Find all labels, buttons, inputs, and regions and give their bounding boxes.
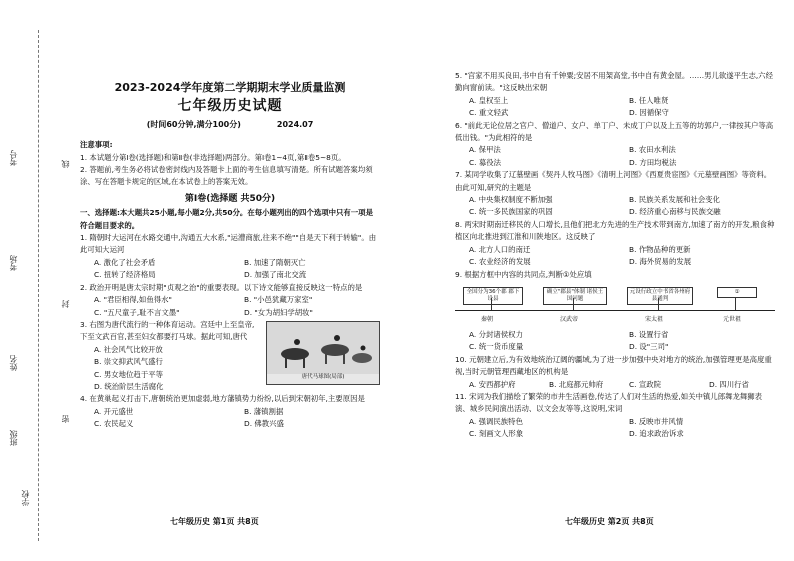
timeline-axis <box>455 310 775 311</box>
option: C. 宣政院 <box>629 379 662 389</box>
question-7: 7. 某同学收集了辽墓壁画《契丹人牧马图》《清明上河图》《西夏贵宦图》《元墓壁画图》等资料。由此可知,研究的主题是 <box>455 170 772 192</box>
option: A. 分封诸侯权力 <box>469 329 523 339</box>
name-label: 姓名 <box>9 355 18 371</box>
timeline-tick <box>573 298 574 310</box>
option: A. 保甲法 <box>469 145 501 155</box>
option: B. 设置行省 <box>629 329 669 339</box>
option: C. 募役法 <box>469 157 502 167</box>
option: C. 扭转了经济格局 <box>94 270 156 280</box>
option: D. 因循保守 <box>629 108 669 118</box>
question-5: 5. "宫家不用买良田,书中自有千钟粟;安居不用架高堂,书中自有黄金屋。……男儿欲遂平生志,六经勤向窗前读。"这反映出宋朝 <box>455 71 773 93</box>
option: D. "女为胡妇学胡妆" <box>244 307 313 317</box>
option: B. 任人唯贤 <box>629 95 669 105</box>
option: B. 北庭都元帅府 <box>549 379 604 389</box>
option: D. 方田均税法 <box>629 157 677 167</box>
timeline-tick <box>735 298 736 310</box>
option: D. 佛教兴盛 <box>244 419 284 429</box>
timeline-label: 汉武帝 <box>560 315 579 323</box>
timeline-box-2: 确立"郡县"体制 诸侯王国问题 <box>543 287 607 305</box>
page-1 <box>80 0 380 561</box>
timeline-box-4: ① <box>717 287 757 298</box>
exam-number-label: 考号 <box>9 150 18 166</box>
horse-riders-image <box>267 322 379 374</box>
question-4: 4. 在黄巢起义打击下,唐朝统治更加虚弱,地方藩镇势力纷纷,以后到宋朝初年,主要原因是 <box>80 394 365 404</box>
question-10-options <box>455 379 775 391</box>
question-8-options <box>455 244 775 269</box>
option: B. 藩镇割据 <box>244 406 284 416</box>
question-9-timeline <box>455 284 775 326</box>
binding-line <box>38 30 39 541</box>
question-4-options <box>80 406 380 431</box>
question-11: 11. 宋词为我们描绘了繁荣的市井生活画卷,传达了人们对生活的热爱,如关中镇儿郎舞龙舞狮表演、城乡民间演出活动、以文会友等等,这说明,宋词 <box>455 391 763 414</box>
subject-title: 七年级历史试题 <box>177 98 283 115</box>
question-1: 1. 隋朝时大运河在水路交通中,沟通五大水系,"运漕商旅,往来不绝""自是天下利于转输"。由此可知大运河 <box>80 233 377 255</box>
seal-mark-3: 密 <box>61 415 70 423</box>
option: C. 男女地位趋于平等 <box>94 369 163 379</box>
timeline-box-1: 全国分为36个郡 郡下设县 <box>463 287 523 305</box>
exam-date: 2024.07 <box>276 119 314 129</box>
option: C. 统一货币度量 <box>469 342 524 352</box>
question-3: 3. 右图为唐代流行的一种体育运动。宫廷中上至皇帝,下至文武百官,甚至妇女都要打马球。据此可知,唐代 <box>80 319 255 342</box>
option: C. 重文轻武 <box>469 108 509 118</box>
page-2 <box>455 70 775 561</box>
page-1-footer: 七年级历史 第1页 共8页 <box>170 517 259 526</box>
option: D. 加强了南北交流 <box>244 270 307 280</box>
timeline-label: 宋太祖 <box>645 315 664 323</box>
timeline-label: 秦朝 <box>481 315 494 323</box>
option: B. 反映市井风情 <box>629 416 684 426</box>
option: C. 刻画文人形象 <box>469 429 524 439</box>
question-1-options <box>80 257 380 282</box>
option: B. 加速了隋朝灭亡 <box>244 257 306 267</box>
option: B. 民族关系发展和社会变化 <box>629 195 721 205</box>
class-label: 班级 <box>9 430 18 446</box>
note-1: 1. 本试题分第Ⅰ卷(选择题)和第Ⅱ卷(非选择题)两部分。第Ⅰ卷1~4页,第Ⅱ卷5~8页。 <box>80 152 346 162</box>
option: A. 中央集权制度不断加强 <box>469 195 553 205</box>
polo-painting <box>266 321 380 385</box>
note-2: 2. 答题前,考生务必将试卷密封线内及答题卡上面的考生信息填写清楚。所有试题答案均须涂、写在答题卡规定的区域,在本试卷上的答案无效。 <box>80 165 373 187</box>
exam-info <box>80 119 380 131</box>
question-10: 10. 元朝建立后,为有效地统治辽阔的疆域,为了进一步加强中央对地方的统治,加强管理更是高度重视,当时元朝管理西藏地区的机构是 <box>455 354 772 377</box>
option: C. "五尺童子,耻不言文墨" <box>94 307 180 317</box>
exam-title: 2023-2024学年度第二学期期末学业质量监测 <box>114 81 346 94</box>
question-6: 6. "前此无论位居之官户、僧道户、女户、单丁户、未成丁户以及上五等的坊郭户,一律按其户等高低出钱。"为此相符的是 <box>455 120 774 143</box>
option: A. 社会风气比较开放 <box>94 344 163 354</box>
painting-caption: 唐代马球图(局部) <box>301 373 345 380</box>
section-1-intro: 一、选择题:本大题共25小题,每小题2分,共50分。在每小题列出的四个选项中只有一项是符合题目要求的。 <box>80 208 373 230</box>
option: C. 农民起义 <box>94 419 134 429</box>
option: B. 崇文抑武风气盛行 <box>94 357 163 367</box>
timeline-tick <box>658 298 659 310</box>
question-6-options <box>455 144 775 169</box>
option: A. 安西都护府 <box>469 379 516 389</box>
timeline-tick <box>491 298 492 310</box>
question-9: 9. 根据方框中内容的共同点,判断①处应填 <box>455 269 592 279</box>
option: A. 皇权至上 <box>469 95 509 105</box>
option: C. 农业经济的发展 <box>469 257 531 267</box>
option: C. 统一多民族国家的巩固 <box>469 207 553 217</box>
page-2-footer: 七年级历史 第2页 共8页 <box>565 517 654 526</box>
question-2-options <box>80 294 380 319</box>
option: D. 四川行省 <box>709 379 749 389</box>
question-5-options <box>455 95 775 120</box>
option: D. 设"三司" <box>629 342 669 352</box>
option: D. 海外贸易的发展 <box>629 257 692 267</box>
question-8: 8. 两宋时期南迁移民的人口增长,且他们把北方先进的生产技术带到南方,加速了南方的开发,粮食种植区向北推进到江淮和川陕地区。这反映了 <box>455 219 775 242</box>
school-label: 学校 <box>21 490 30 506</box>
time-info: (时间60分钟,满分100分) <box>146 119 241 129</box>
exam-room-label: 考场 <box>9 255 18 271</box>
question-9-options <box>455 329 775 354</box>
option: A. "君臣相得,如鱼得水" <box>94 295 172 305</box>
seal-mark-2: 封 <box>61 300 70 308</box>
option: A. 北方人口的南迁 <box>469 244 531 254</box>
option: A. 开元盛世 <box>94 406 134 416</box>
seal-mark-1: 线 <box>61 160 70 168</box>
question-7-options <box>455 194 775 219</box>
option: D. 经济重心南移与民族交融 <box>629 207 721 217</box>
notes-heading: 注意事项: <box>80 140 113 150</box>
question-2: 2. 政治开明是唐太宗时期"贞观之治"的重要表现。以下诗文能够直接反映这一特点的是 <box>80 282 363 292</box>
section-1-title: 第Ⅰ卷(选择题 共50分) <box>184 193 276 204</box>
option: B. 作物品种的更新 <box>629 244 691 254</box>
timeline-label: 元世祖 <box>723 315 742 323</box>
option: A. 激化了社会矛盾 <box>94 257 156 267</box>
option: B. "小邑犹藏万家室" <box>244 295 313 305</box>
option: B. 农田水利法 <box>629 145 676 155</box>
timeline-box-3: 元设行政立中书省各州府县通判 <box>627 287 693 305</box>
option: D. 统治阶层生活腐化 <box>94 381 164 391</box>
question-11-options <box>455 416 775 441</box>
option: A. 强调民族特色 <box>469 416 523 426</box>
option: D. 追求政治诉求 <box>629 429 684 439</box>
